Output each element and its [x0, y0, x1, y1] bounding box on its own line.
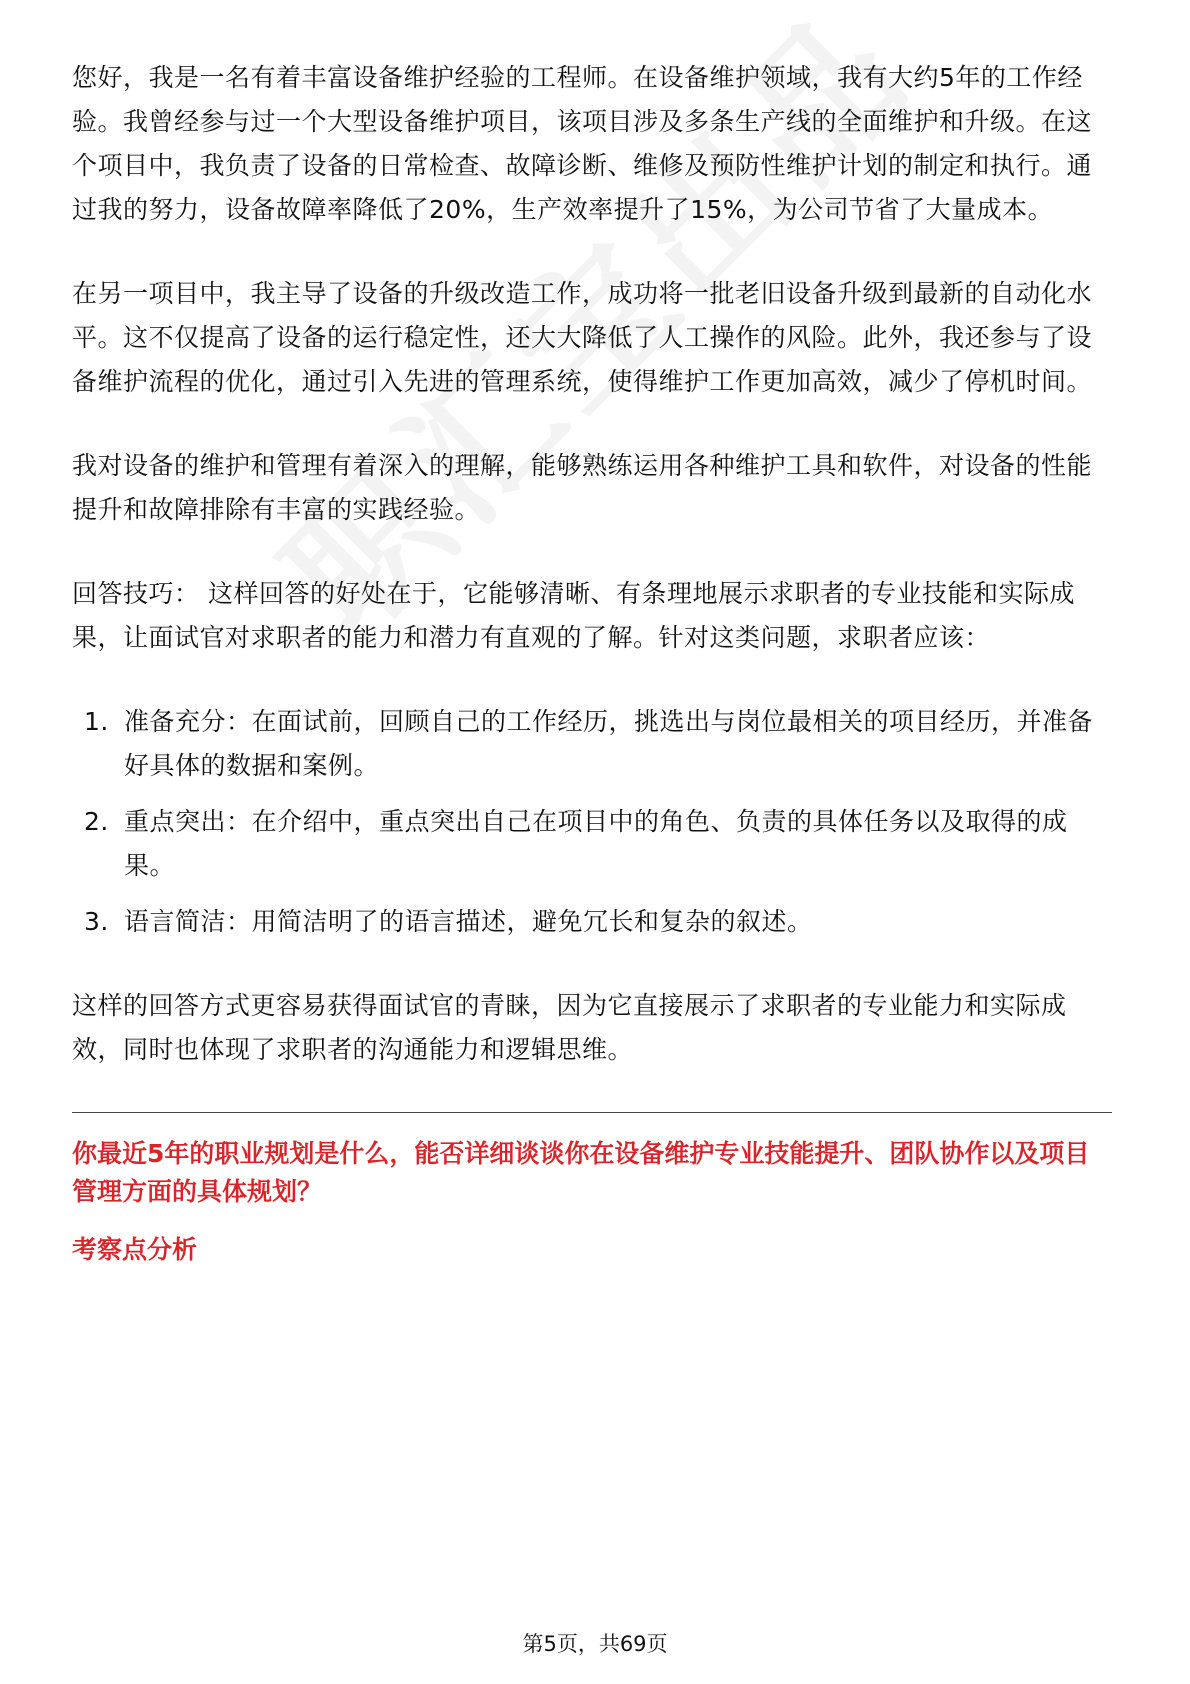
next-question: 你最近5年的职业规划是什么，能否详细谈谈你在设备维护专业技能提升、团队协作以及项目管理方面的具体规划？ [72, 1139, 1090, 1206]
tip-item [72, 900, 1112, 944]
answer-paragraph-1: 您好，我是一名有着丰富设备维护经验的工程师。在设备维护领域，我有大约5年的工作经验。我曾经参与过一个大型设备维护项目，该项目涉及多条生产线的全面维护和升级。在这个项目中，我负责了设备的日常检查、故障诊断、维修及预防性维护计划的制定和执行。通过我的努力，设备故障率降低了20%，生产效率提升了15%，为公司节省了大量成本。 [72, 63, 1093, 224]
tips-list [72, 700, 1112, 944]
answer-paragraph-3: 我对设备的维护和管理有着深入的理解，能够熟练运用各种维护工具和软件，对设备的性能提升和故障排除有丰富的实践经验。 [72, 451, 1093, 524]
answer-paragraph-2: 在另一项目中，我主导了设备的升级改造工作，成功将一批老旧设备升级到最新的自动化水平。这不仅提高了设备的运行稳定性，还大大降低了人工操作的风险。此外，我还参与了设备维护流程的优化，通过引入先进的管理系统，使得维护工作更加高效，减少了停机时间。 [72, 279, 1093, 396]
closing-paragraph: 这样的回答方式更容易获得面试官的青睐，因为它直接展示了求职者的专业能力和实际成效，同时也体现了求职者的沟通能力和逻辑思维。 [72, 991, 1067, 1064]
tip-number: 2. [84, 807, 109, 836]
tip-text: 语言简洁：用简洁明了的语言描述，避免冗长和复杂的叙述。 [124, 907, 813, 936]
document-body [72, 56, 1112, 1269]
answer-tips-intro: 回答技巧： 这样回答的好处在于，它能够清晰、有条理地展示求职者的专业技能和实际成果，让面试官对求职者的能力和潜力有直观的了解。针对这类问题，求职者应该： [72, 579, 1075, 652]
tip-item [72, 700, 1112, 788]
tip-item [72, 800, 1112, 888]
tip-number: 1. [84, 707, 109, 736]
page-footer: 第5页，共69页 [522, 1632, 668, 1656]
tip-text: 准备充分：在面试前，回顾自己的工作经历，挑选出与岗位最相关的项目经历，并准备好具体的数据和案例。 [124, 707, 1094, 780]
tip-number: 3. [84, 907, 109, 936]
tip-text: 重点突出：在介绍中，重点突出自己在项目中的角色、负责的具体任务以及取得的成果。 [124, 807, 1068, 880]
section-divider [72, 1112, 1112, 1113]
section-title: 考察点分析 [72, 1235, 198, 1264]
